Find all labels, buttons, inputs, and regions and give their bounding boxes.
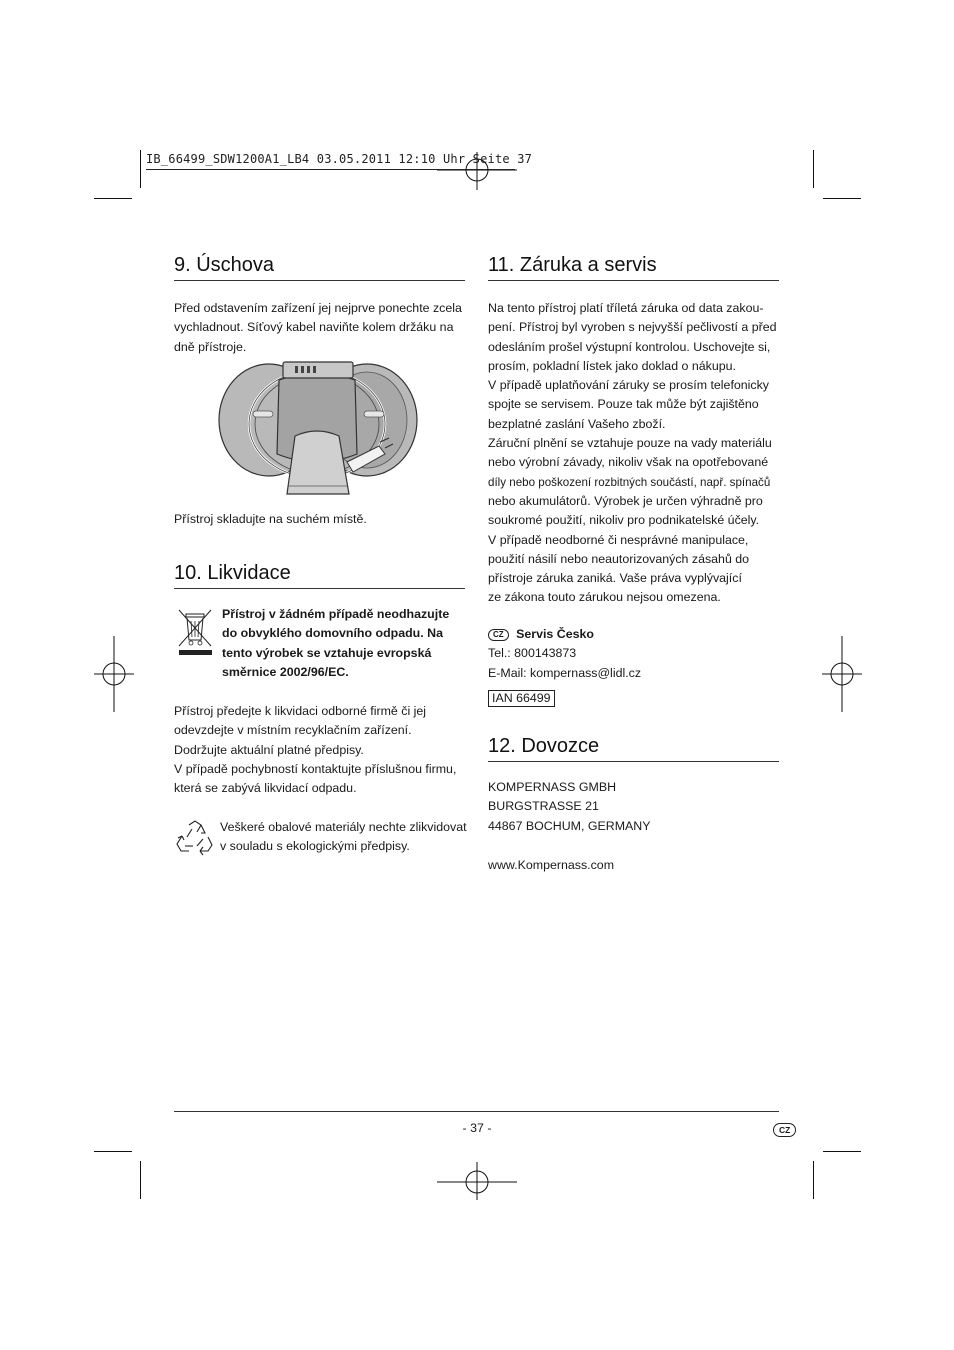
country-badge: CZ (488, 629, 509, 641)
heading-rule (174, 588, 465, 589)
section-heading-importer: 12. Dovozce (488, 735, 600, 757)
heading-rule (174, 280, 465, 281)
storage-intro: Před odstavením zařízení jej nejprve ponechte zcela vychladnout. Síťový kabel naviňte kolem držáku na dně přístroje. (174, 301, 462, 354)
crossed-bin-icon (176, 606, 214, 658)
crop-mark (94, 198, 132, 199)
weee-warning: Přístroj v žádném případě neodhazujte do obvyklého domovního odpadu. Na tento výrobek se vztahuje evropská směrnice 2002/96/EC. (222, 607, 450, 679)
appliance-storage-illustration (217, 358, 419, 498)
service-contact (488, 625, 641, 683)
importer-address: KOMPERNASS GMBH BURGSTRASSE 21 44867 BOCHUM, GERMANY (488, 780, 651, 833)
section-heading-warranty: 11. Záruka a servis (488, 254, 657, 276)
section-heading-storage: 9. Úschova (174, 254, 275, 276)
crop-mark (823, 1151, 861, 1152)
crop-mark (140, 150, 141, 188)
footer-rule (174, 1111, 779, 1112)
section-heading-disposal: 10. Likvidace (174, 562, 291, 584)
storage-note: Přístroj skladujte na suchém místě. (174, 512, 367, 526)
crop-mark (140, 1161, 141, 1199)
registration-mark-bottom (437, 1162, 517, 1202)
ian-number: IAN 66499 (488, 690, 555, 707)
print-header-underline (146, 169, 515, 170)
recycle-note: Veškeré obalové materiály nechte zlikvidovat v souladu s ekologickými předpisy. (220, 820, 467, 854)
crop-mark (94, 1151, 132, 1152)
recycle-icon (175, 819, 215, 857)
service-phone: Tel.: 800143873 (488, 646, 577, 661)
disposal-body: Přístroj předejte k likvidaci odborné firmě či jej odevzdejte v místním recyklačním zařízení. Dodržujte aktuální platné předpisy. V případě pochybností kontaktujte příslušnou firmu, která se zabývá likvidací odpadu. (174, 704, 457, 796)
page-number: - 37 - (462, 1121, 492, 1135)
crop-mark (813, 1161, 814, 1199)
warranty-body: Na tento přístroj platí tříletá záruka od data zakou- pení. Přístroj byl vyroben s nejvyšší pečlivostí a před odesláním prošel výstupní kontrolou. Uschovejte si, prosím, pokladní lístek jako doklad o nákupu. V případě uplatňování záruky se prosím telefonicky spojte se servisem. Pouze tak může být zajištěno bezplatné zaslání Vašeho zboží. Záruční plnění se vztahuje pouze na vady materiálu nebo výrobní závady, nikoliv však na opotřebované díly nebo poškození rozbitných součástí, např. spínačů nebo akumulátorů. Výrobek je určen výhradně pro soukromé použití, nikoliv pro podnikatelské účely. V případě neodborné či nesprávné manipulace, použití násilí nebo neautorizovaných zásahů do přístroje záruka zaniká. Vaše práva vyplývající ze zákona touto zárukou nejsou omezena. (488, 301, 777, 605)
ian-box (488, 689, 555, 707)
registration-mark-right (822, 636, 862, 712)
service-title: Servis Česko (516, 627, 594, 641)
service-email: E-Mail: kompernass@lidl.cz (488, 665, 642, 680)
language-badge: CZ (773, 1121, 796, 1139)
print-header-slug: IB_66499_SDW1200A1_LB4 03.05.2011 12:10 Uhr Seite 37 (146, 152, 533, 166)
crop-mark (813, 150, 814, 188)
heading-rule (488, 761, 779, 762)
heading-rule (488, 280, 779, 281)
registration-mark-left (94, 636, 134, 712)
importer-website[interactable]: www.Kompernass.com (488, 858, 615, 872)
crop-mark (823, 198, 861, 199)
